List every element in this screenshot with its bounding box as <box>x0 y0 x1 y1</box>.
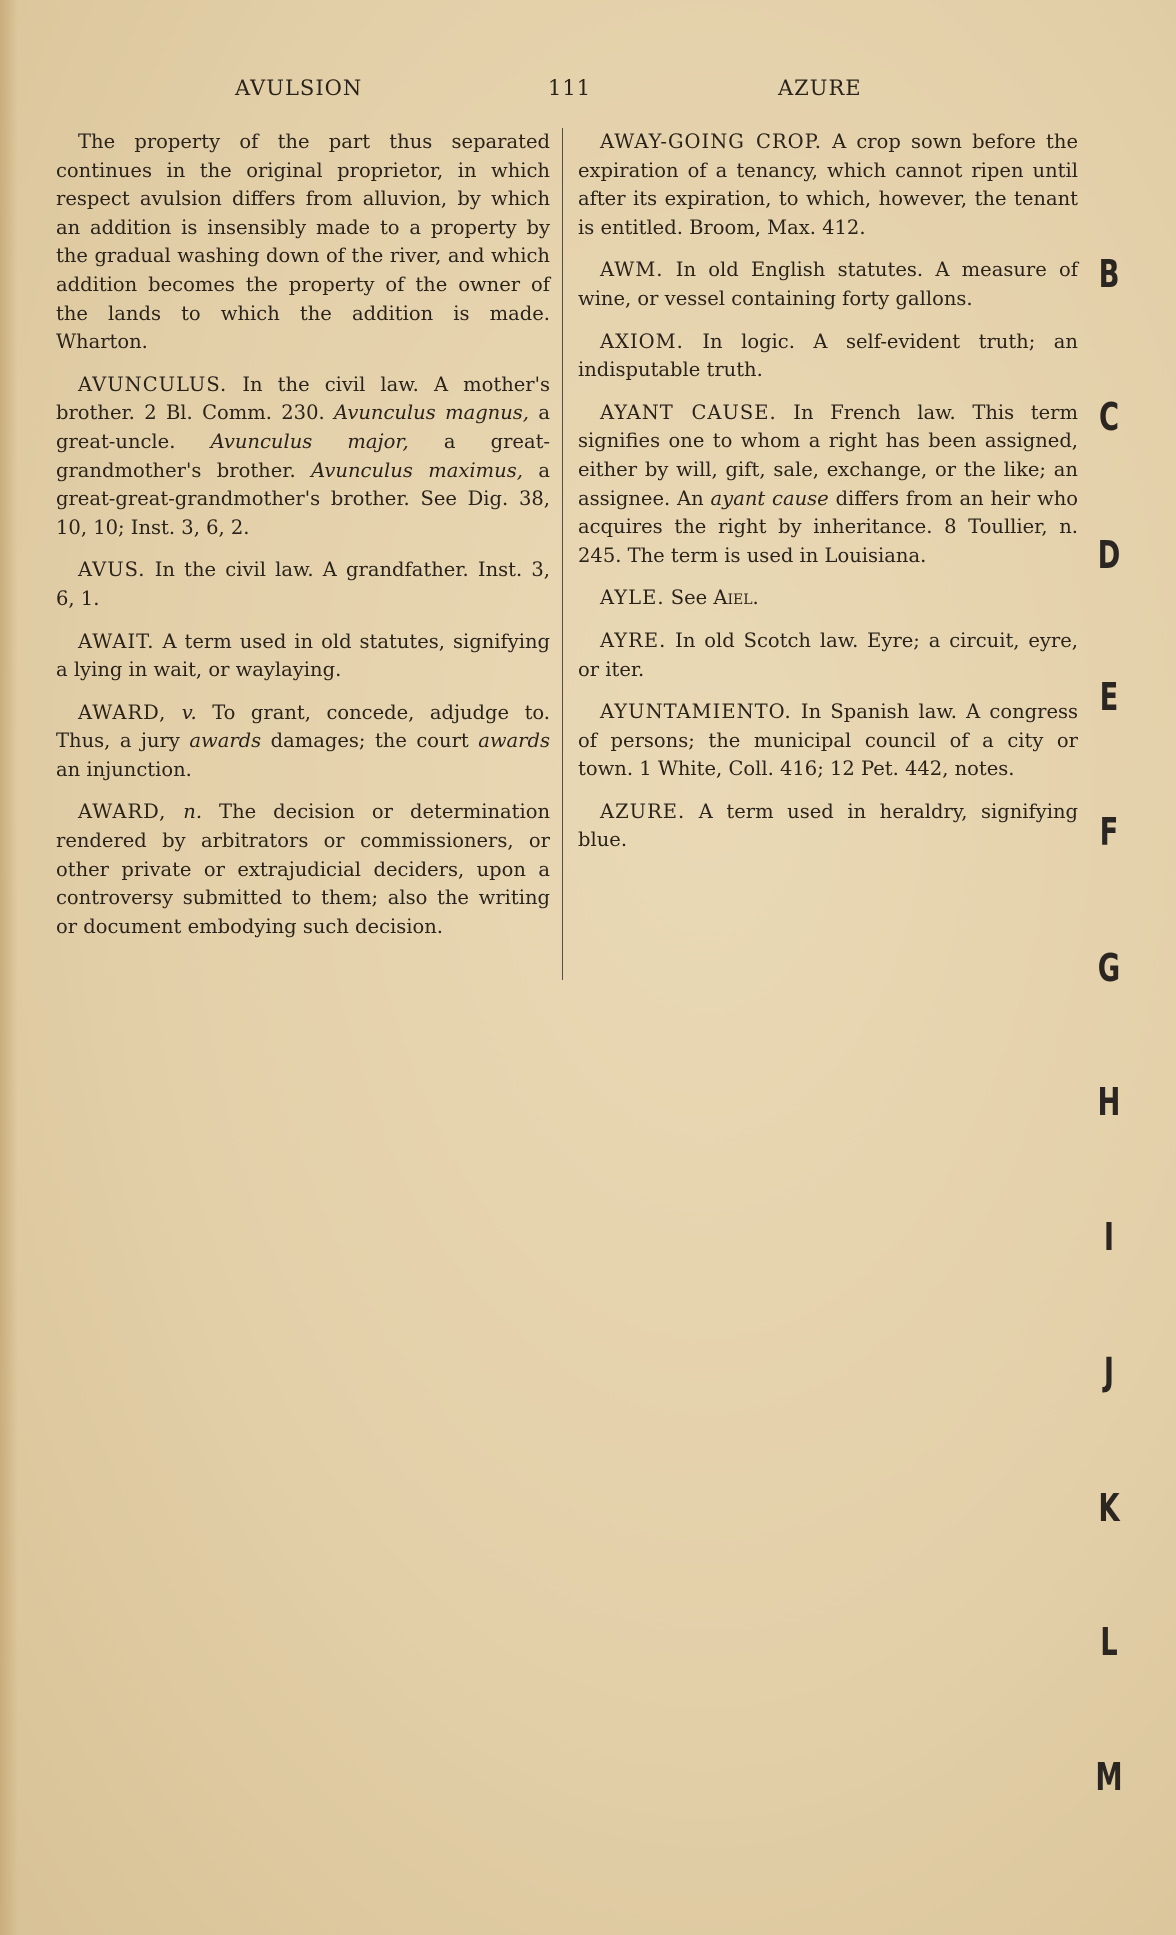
entry-term: AVUNCULUS. <box>78 372 228 396</box>
entry-text: To grant, concede, adjudge to. Thus, a jury <box>56 700 550 753</box>
entry-term: AWARD, <box>78 800 167 824</box>
thumb-tab-i[interactable]: I <box>1103 1215 1115 1259</box>
entry-avulsion-continuation: The property of the part thus separated continues in the original proprietor, in which respect avulsion differs from alluvion, by which an addition is insensibly made to a property by the gradual washing down of the river, and which addition becomes the property of the owner of the lands to which the addition is made. Wharton. <box>56 130 550 354</box>
entry-text: In French law. This term signifies one to whom a right has been assigned, either by will, gift, sale, exchange, or the like; an assignee. An <box>578 400 1078 510</box>
thumb-tab-f[interactable]: F <box>1099 810 1119 854</box>
entry-italic: Avunculus major, <box>210 429 409 453</box>
entry-text: In Spanish law. A congress of persons; the municipal council of a city or town. 1 White, Coll. 416; 12 Pet. 442, notes. <box>578 700 1078 781</box>
entry-ayuntamiento <box>578 698 1078 784</box>
entry-text: In the civil law. A grandfather. Inst. 3, 6, 1. <box>56 558 550 610</box>
entry-await <box>56 628 550 685</box>
page-edge-shadow <box>0 0 18 1935</box>
thumb-tab-b[interactable]: B <box>1098 252 1120 296</box>
entry-term: AZURE. <box>600 799 686 823</box>
right-column <box>578 128 1078 869</box>
entry-text: a great-uncle. <box>56 401 550 453</box>
entry-text: an injunction. <box>56 757 192 781</box>
entry-italic: awards <box>189 729 262 753</box>
entry-term: AYUNTAMIENTO. <box>600 700 792 724</box>
thumb-tab-m[interactable]: M <box>1095 1755 1123 1799</box>
entry-term: AWAIT. <box>78 629 155 653</box>
left-column <box>56 128 550 955</box>
entry-italic: awards <box>478 729 550 753</box>
page-number: 111 <box>548 76 592 100</box>
entry-ayant-cause <box>578 399 1078 571</box>
entry-avus <box>56 556 550 613</box>
entry-italic: Avunculus maximus, <box>311 458 523 482</box>
entry-text: differs from an heir who acquires the right by inheritance. 8 Toullier, n. 245. The term is used in Louisiana. <box>578 486 1078 567</box>
entry-away-going-crop <box>578 128 1078 242</box>
entry-term: AYANT CAUSE. <box>600 400 777 424</box>
entry-award-noun <box>56 798 550 941</box>
entry-text: The decision or determination rendered by arbitrators or commissioners, or other private or extrajudicial deciders, upon a controversy submitted to them; also the writing or document embodying such decision. <box>56 800 550 938</box>
entry-italic: Avunculus magnus, <box>334 401 530 425</box>
entry-text: A term used in old statutes, signifying a lying in wait, or waylaying. <box>56 629 550 682</box>
part-of-speech: v. <box>181 700 197 724</box>
entry-azure <box>578 798 1078 855</box>
entry-term: AYRE. <box>600 628 667 652</box>
thumb-tab-e[interactable]: E <box>1099 675 1119 719</box>
column-divider <box>562 128 563 980</box>
entry-text: In old English statutes. A measure of wine, or vessel containing forty gallons. <box>578 258 1078 310</box>
entry-text: In logic. A self-evident truth; an indisputable truth. <box>578 329 1078 382</box>
entry-text: In old Scotch law. Eyre; a circuit, eyre, or iter. <box>578 628 1078 681</box>
entry-term: AWM. <box>600 258 664 282</box>
entry-term: AYLE. <box>600 586 665 610</box>
entry-axiom <box>578 328 1078 385</box>
entry-text: In the civil law. A mother's brother. 2 Bl. Comm. 230. <box>56 372 550 425</box>
thumb-tab-h[interactable]: H <box>1097 1080 1121 1124</box>
thumb-tab-l[interactable]: L <box>1100 1620 1118 1664</box>
entry-ayre <box>578 627 1078 684</box>
entry-italic: ayant cause <box>710 486 829 510</box>
thumb-tab-k[interactable]: K <box>1098 1486 1120 1530</box>
header-left-guide-word: AVULSION <box>235 76 363 100</box>
entry-text: . <box>752 586 759 610</box>
thumb-index <box>1084 0 1134 1935</box>
thumb-tab-g[interactable]: G <box>1097 946 1121 990</box>
cross-reference: Aiel <box>713 586 753 610</box>
entry-text: a great-grandmother's brother. <box>56 429 551 482</box>
entry-award-verb <box>56 699 550 785</box>
entry-awm <box>578 256 1078 313</box>
entry-term: AVUS. <box>78 558 146 582</box>
entry-text: damages; the court <box>261 729 479 753</box>
header-right-guide-word: AZURE <box>778 76 862 100</box>
entry-text: See <box>664 586 714 610</box>
thumb-tab-j[interactable]: J <box>1103 1350 1115 1394</box>
part-of-speech: n. <box>183 800 203 824</box>
thumb-tab-c[interactable]: C <box>1098 395 1120 439</box>
entry-term: AXIOM. <box>600 329 684 353</box>
entry-term: AWAY-GOING CROP. <box>600 130 822 153</box>
running-header <box>0 76 1176 106</box>
entry-ayle <box>578 584 1078 613</box>
entry-term: AWARD, <box>78 700 167 724</box>
entry-text: A crop sown before the expiration of a tenancy, which cannot ripen until after its expiration, to which, however, the tenant is entitled. Broom, Max. 412. <box>578 130 1078 239</box>
thumb-tab-d[interactable]: D <box>1097 533 1121 577</box>
entry-text: a great-great-grandmother's brother. See Dig. 38, 10, 10; Inst. 3, 6, 2. <box>56 458 550 539</box>
entry-text: A term used in heraldry, signifying blue. <box>578 799 1078 852</box>
entry-avunculus <box>56 371 550 543</box>
